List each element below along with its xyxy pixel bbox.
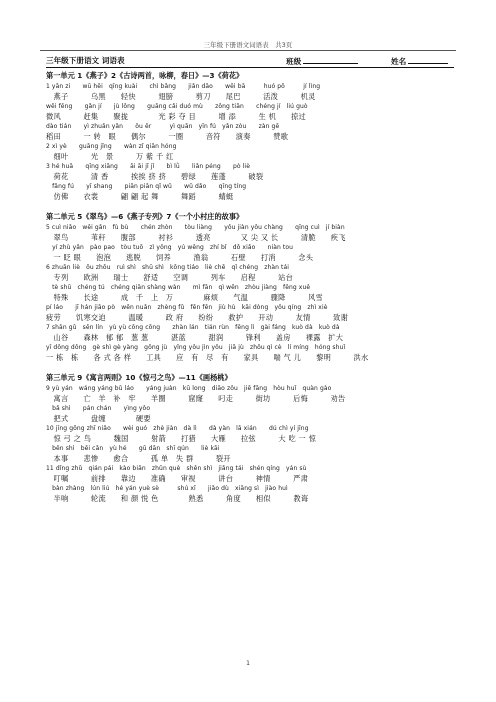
hanzi-row: 专列 欧洲 瑞士 舒适 空调 列车 启程 站台: [46, 273, 294, 282]
running-header: 三年级下册语文词语表 共3页: [203, 41, 293, 49]
pinyin-row: 2 xì yè guāng jǐng wàn zǐ qiān hóng: [46, 143, 177, 150]
name-field: [391, 55, 448, 67]
hanzi-row: 寓言 亡 羊 补 牢 羊圈 窟窿 叼走 街坊 后悔 劝告: [46, 394, 346, 403]
pinyin-row: 9 yù yán wáng yáng bǔ láo yáng juàn kū long diāo zǒu jiē fāng hòu huǐ quàn gào: [46, 385, 332, 392]
hanzi-row: 燕子 乌黑 轻快 翅膀 剪刀 尾巴 活泼 机灵: [46, 92, 316, 101]
hanzi-row: 翠鸟 苇秆 腹部 衬衫 透亮 又 尖 又 长 清脆 疾飞: [46, 233, 346, 242]
pinyin-row: 6 zhuān liè ōu zhōu ruì shì shū shì kōng tiáo liè chē qǐ chéng zhàn tái: [46, 264, 290, 271]
pinyin-row: 11 dǐng zhǔ qián pái kào biān zhǔn què shěn shì jiǎng tái shén qíng yán sù: [46, 465, 307, 472]
hanzi-row: 本事 悲惨 愈合 孤 单 失 群 裂开: [46, 454, 231, 463]
name-label: 姓名: [391, 57, 407, 66]
pinyin-row: yī dǒng dǒng gè shì gè yàng gōng jù yǐng yǒu jìn yǒu jiā jù zhōu qì cè lí míng hóng shuǐ: [46, 344, 346, 351]
hanzi-row: 叮嘱 前排 靠边 准确 审视 讲台 神情 严肃: [46, 474, 309, 483]
hanzi-row: 半响 轮流 和 颜 悦 色 熟悉 角度 相似 教诲: [46, 494, 309, 503]
title-rule: [46, 67, 454, 68]
vocabulary-content: [46, 70, 456, 504]
hanzi-row: 山谷 森林 郁 郁 葱 葱 湛蓝 甜润 锋利 盖房 裸露 扩大: [46, 333, 344, 342]
page-number: 1: [246, 660, 250, 667]
header-rule: [40, 50, 456, 51]
unit-title: 第一单元 1《燕子》2《古诗两首，咏柳，春日》—3《荷花》: [46, 71, 244, 80]
doc-title: 三年级下册语文 词语表: [46, 56, 125, 65]
class-field: [286, 55, 358, 67]
hanzi-row: 微风 赶集 聚拢 光 彩 夺 目 增 添 生 机 掠过: [46, 112, 307, 121]
pinyin-row: běn shì bēi cǎn yù hé gū dān shī qún liè kāi: [46, 445, 220, 452]
pinyin-row: fǎng fú yī shang piān piān qǐ wǔ wǔ dǎo qīng tíng: [46, 183, 247, 190]
hanzi-row: 疲劳 饥寒交迫 温暖 政 府 纷纷 救护 开动 友情 致谢: [46, 313, 349, 322]
hanzi-row: 稻田 一 转 眼 偶尔 一圈 音符 演奏 赞歌: [46, 132, 289, 141]
class-blank: [303, 55, 358, 64]
hanzi-row: 仿佛 衣裳 翩 翩 起 舞 舞蹈 蜻蜓: [46, 192, 234, 201]
pinyin-row: 7 shān gǔ sēn lín yù yù cōng cōng zhàn lán tián rùn fēng lì gài fáng kuò dà kuò dà: [46, 324, 340, 331]
hanzi-row: 一 栋 栋 各 式 各 样 工具 应 有 尽 有 家具 喘 气 儿 黎明 洪水: [46, 353, 369, 362]
pinyin-row: bàn zhàng lún liú hé yán yuè sè shú xī jiǎo dù xiāng sì jiào huì: [46, 485, 288, 492]
hanzi-row: 把式 盘缠 硬要: [46, 414, 151, 423]
unit-title: 第三单元 9《寓言两则》10《惊弓之鸟》—11《画杨桃》: [46, 373, 232, 382]
pinyin-row: pí láo jī hán jiāo pò wēn nuǎn zhèng fǔ fēn fēn jiù hù kāi dòng yǒu qíng zhì xiè: [46, 304, 328, 311]
pinyin-row: 1 yān zi wū hēi qīng kuài chì bǎng jiǎn dāo wěi bā huó pō jí lìng: [46, 83, 321, 90]
pinyin-row: 10 jīng gōng zhī niǎo wèi guó zhè jiàn dà lì dà yàn lā xián dú chì yí jīng: [46, 425, 309, 432]
class-label: 班级: [286, 57, 302, 66]
pinyin-row: wēi fēng gǎn jí jù lǒng guāng cǎi duó mù zǒng tiān chéng jí liú guò: [46, 103, 308, 110]
pinyin-row: bǎ shì pán chán yìng yǒo: [46, 405, 151, 412]
pinyin-row: 5 cuì niǎo wěi gǎn fù bù chén zhòn tòu liàng yǒu jiàn yǒu chàng qīng cuì jí biàn: [46, 224, 345, 231]
unit-title: 第二单元 5《翠鸟》—6《燕子专列》7《一个小村庄的故事》: [46, 212, 244, 221]
hanzi-row: 惊 弓 之 鸟 魏国 射箭 打猎 大雁 拉弦 大 吃 一 惊: [46, 434, 317, 443]
pinyin-row: yí zhù yǎn pào pao tòu tuō zì yǒng yú wēng zhí bǐ dǒ xiǎo niàn tou: [46, 244, 294, 251]
hanzi-row: 细叶 光 景 万 紫 千 红: [46, 152, 174, 161]
hanzi-row: 一 眨 眼 泡泡 逃脱 饲养 渔翁 石壁 打消 念头: [46, 253, 314, 262]
hanzi-row: 特殊 长途 成 千 上 万 麻烦 气温 骤降 风雪: [46, 293, 324, 302]
pinyin-row: 3 hé huā qīng xiāng āi āi jǐ jǐ bì lǜ liǎn péng pò liè: [46, 163, 250, 170]
pinyin-row: tè shū chéng tú chéng qiān shàng wàn mì fān qì wēn zhòu jiàng fēng xuě: [46, 284, 311, 291]
title-bar: [46, 55, 454, 67]
name-blank: [408, 55, 448, 64]
hanzi-row: 荷花 清 香 挨挨 挤 挤 碧绿 莲蓬 破裂: [46, 172, 264, 181]
pinyin-row: dào tián yì zhuǎn yǎn ǒu ěr yì quān yīn fú yǎn zòu zàn gē: [46, 123, 280, 130]
